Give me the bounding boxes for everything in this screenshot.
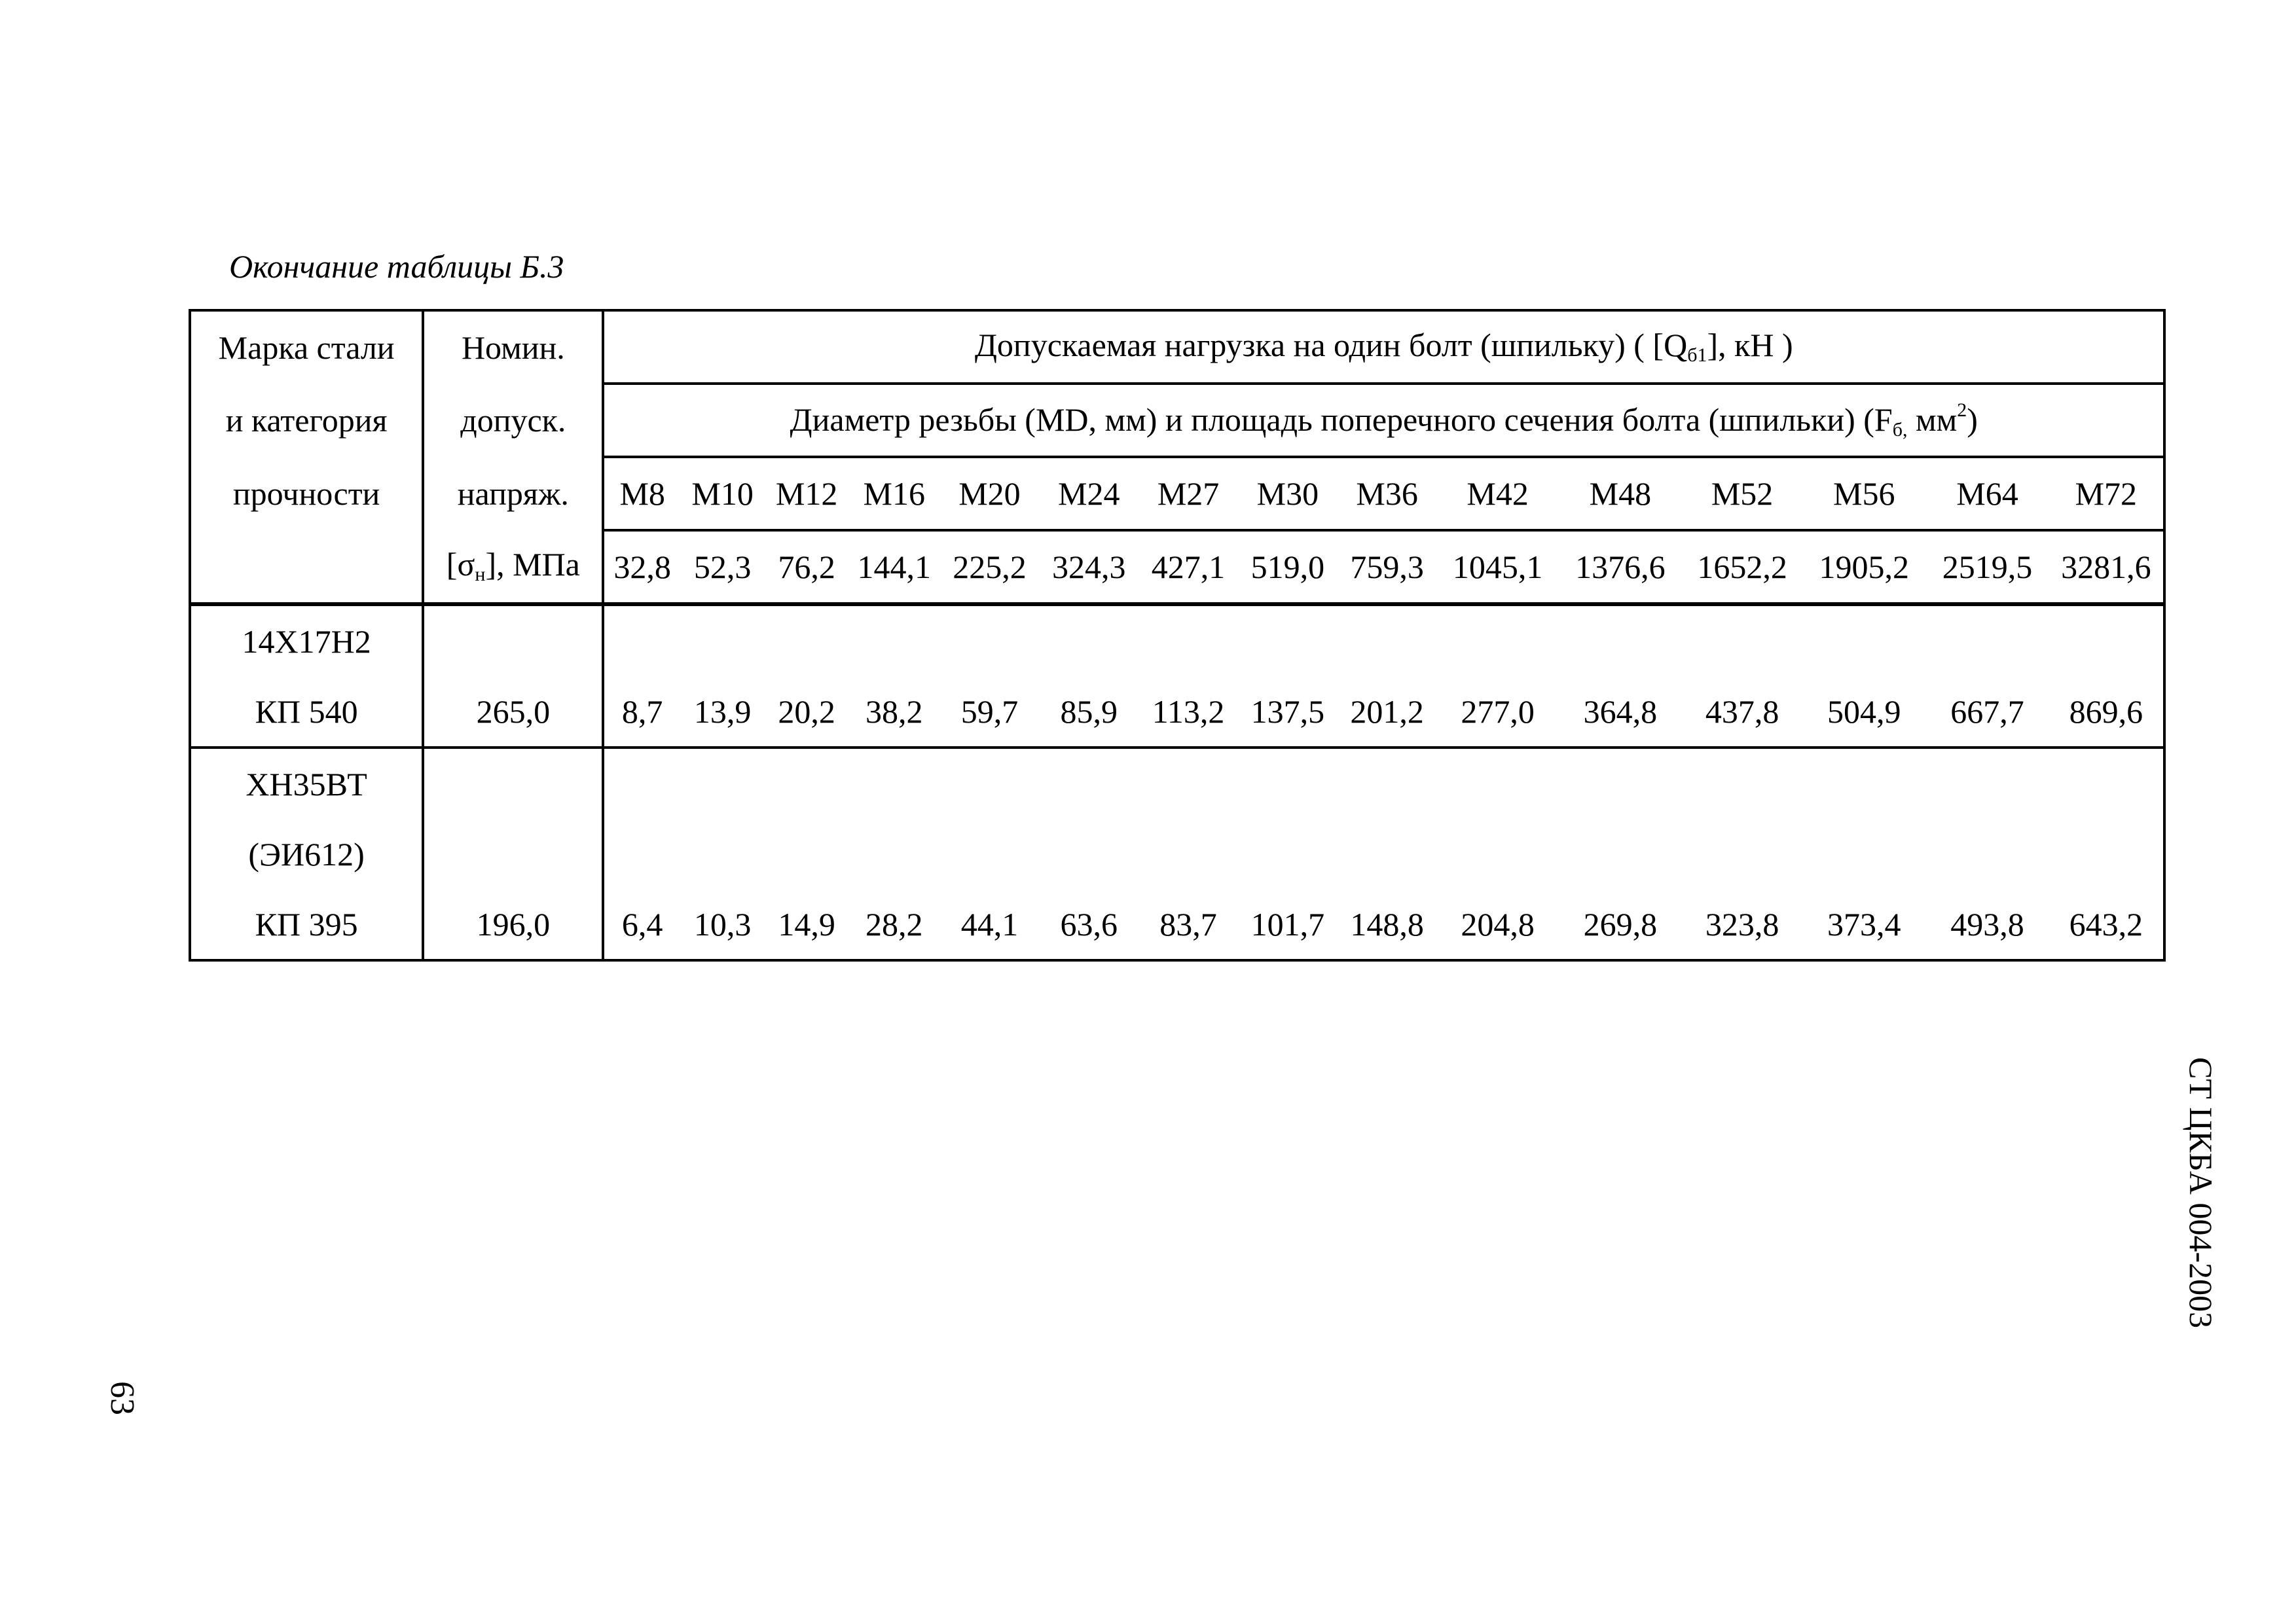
grade-cell: КП 395: [190, 889, 423, 960]
diameter-title-unit: мм: [1907, 401, 1958, 438]
area-cell: 324,3: [1039, 530, 1139, 604]
grade-header-line: прочности: [190, 457, 423, 530]
diameter-title-superscript: 2: [1957, 399, 1967, 421]
thread-size-cell: М56: [1802, 457, 1925, 530]
load-cell: 20,2: [765, 676, 848, 748]
load-title-subscript: б1: [1687, 344, 1707, 366]
load-cell: 14,9: [765, 889, 848, 960]
load-cell: 504,9: [1802, 676, 1925, 748]
diameter-title-close: ): [1967, 401, 1978, 438]
stress-header-line: допуск.: [423, 384, 603, 457]
area-cell: 144,1: [848, 530, 940, 604]
load-cell-blank: [603, 604, 2164, 676]
load-cell: 869,6: [2049, 676, 2164, 748]
load-cell: 113,2: [1139, 676, 1238, 748]
load-cell-blank: [603, 748, 2164, 819]
area-cell: 759,3: [1338, 530, 1437, 604]
stress-unit-prefix: [σ: [446, 546, 475, 583]
diameter-title-text: Диаметр резьбы (MD, мм) и площадь поперечного сечения болта (шпильки) (F: [790, 401, 1893, 438]
load-cell: 10,3: [680, 889, 765, 960]
grade-cell: ХН35ВТ: [190, 748, 423, 819]
stress-cell-blank: [423, 604, 603, 676]
table-caption: Окончание таблицы Б.3: [229, 248, 564, 285]
area-cell: 427,1: [1139, 530, 1238, 604]
grade-cell: 14Х17Н2: [190, 604, 423, 676]
load-cell: 667,7: [1925, 676, 2049, 748]
area-cell: 32,8: [603, 530, 680, 604]
load-cell: 6,4: [603, 889, 680, 960]
document-code: СТ ЦКБА 004-2003: [2183, 1057, 2219, 1329]
load-cell: 204,8: [1437, 889, 1559, 960]
thread-size-cell: М10: [680, 457, 765, 530]
stress-cell-blank: [423, 819, 603, 889]
area-cell: 76,2: [765, 530, 848, 604]
thread-size-cell: М20: [940, 457, 1040, 530]
grade-cell: КП 540: [190, 676, 423, 748]
area-cell: 1045,1: [1437, 530, 1559, 604]
area-cell: 1652,2: [1682, 530, 1802, 604]
thread-size-cell: М48: [1559, 457, 1682, 530]
thread-size-cell: М64: [1925, 457, 2049, 530]
stress-unit-subscript: н: [475, 564, 486, 585]
thread-size-cell: М8: [603, 457, 680, 530]
load-cell: 8,7: [603, 676, 680, 748]
load-cell: 137,5: [1238, 676, 1338, 748]
load-cell: 83,7: [1139, 889, 1238, 960]
load-cell: 101,7: [1238, 889, 1338, 960]
area-cell: 1905,2: [1802, 530, 1925, 604]
stress-header-line: напряж.: [423, 457, 603, 530]
stress-unit-suffix: ], МПа: [485, 546, 580, 583]
load-cell: 269,8: [1559, 889, 1682, 960]
grade-cell: (ЭИ612): [190, 819, 423, 889]
stress-unit-cell: [423, 530, 603, 604]
load-cell: 201,2: [1338, 676, 1437, 748]
stress-header-line: Номин.: [423, 310, 603, 384]
area-cell: 225,2: [940, 530, 1040, 604]
page-number: 63: [103, 1381, 141, 1415]
load-cell: 643,2: [2049, 889, 2164, 960]
thread-size-cell: М42: [1437, 457, 1559, 530]
diameter-title-subscript: б,: [1892, 419, 1908, 441]
load-cell: 85,9: [1039, 676, 1139, 748]
load-cell: 323,8: [1682, 889, 1802, 960]
thread-size-cell: М16: [848, 457, 940, 530]
grade-header-line: и категория: [190, 384, 423, 457]
grade-header-line: Марка стали: [190, 310, 423, 384]
load-cell: 437,8: [1682, 676, 1802, 748]
grade-header-blank: [190, 530, 423, 604]
stress-cell: 265,0: [423, 676, 603, 748]
load-cell: 493,8: [1925, 889, 2049, 960]
load-title-text: Допускаемая нагрузка на один болт (шпильку) ( [Q: [974, 327, 1688, 363]
load-cell: 364,8: [1559, 676, 1682, 748]
area-cell: 2519,5: [1925, 530, 2049, 604]
load-cell: 13,9: [680, 676, 765, 748]
thread-size-cell: М30: [1238, 457, 1338, 530]
thread-size-cell: М24: [1039, 457, 1139, 530]
load-title: [603, 310, 2164, 384]
load-cell: 38,2: [848, 676, 940, 748]
load-title-unit: ], кН ): [1707, 327, 1793, 363]
area-cell: 3281,6: [2049, 530, 2164, 604]
load-cell: 277,0: [1437, 676, 1559, 748]
diameter-title: [603, 384, 2164, 457]
thread-size-cell: М12: [765, 457, 848, 530]
load-cell: 148,8: [1338, 889, 1437, 960]
area-cell: 1376,6: [1559, 530, 1682, 604]
thread-size-cell: М52: [1682, 457, 1802, 530]
load-cell: 28,2: [848, 889, 940, 960]
thread-size-cell: М36: [1338, 457, 1437, 530]
load-cell: 59,7: [940, 676, 1040, 748]
stress-cell: 196,0: [423, 889, 603, 960]
thread-size-cell: М27: [1139, 457, 1238, 530]
load-cell: 44,1: [940, 889, 1040, 960]
stress-cell-blank: [423, 748, 603, 819]
load-cell-blank: [603, 819, 2164, 889]
thread-size-cell: М72: [2049, 457, 2164, 530]
bolt-load-table: [189, 309, 2166, 962]
load-cell: 63,6: [1039, 889, 1139, 960]
load-cell: 373,4: [1802, 889, 1925, 960]
area-cell: 52,3: [680, 530, 765, 604]
area-cell: 519,0: [1238, 530, 1338, 604]
